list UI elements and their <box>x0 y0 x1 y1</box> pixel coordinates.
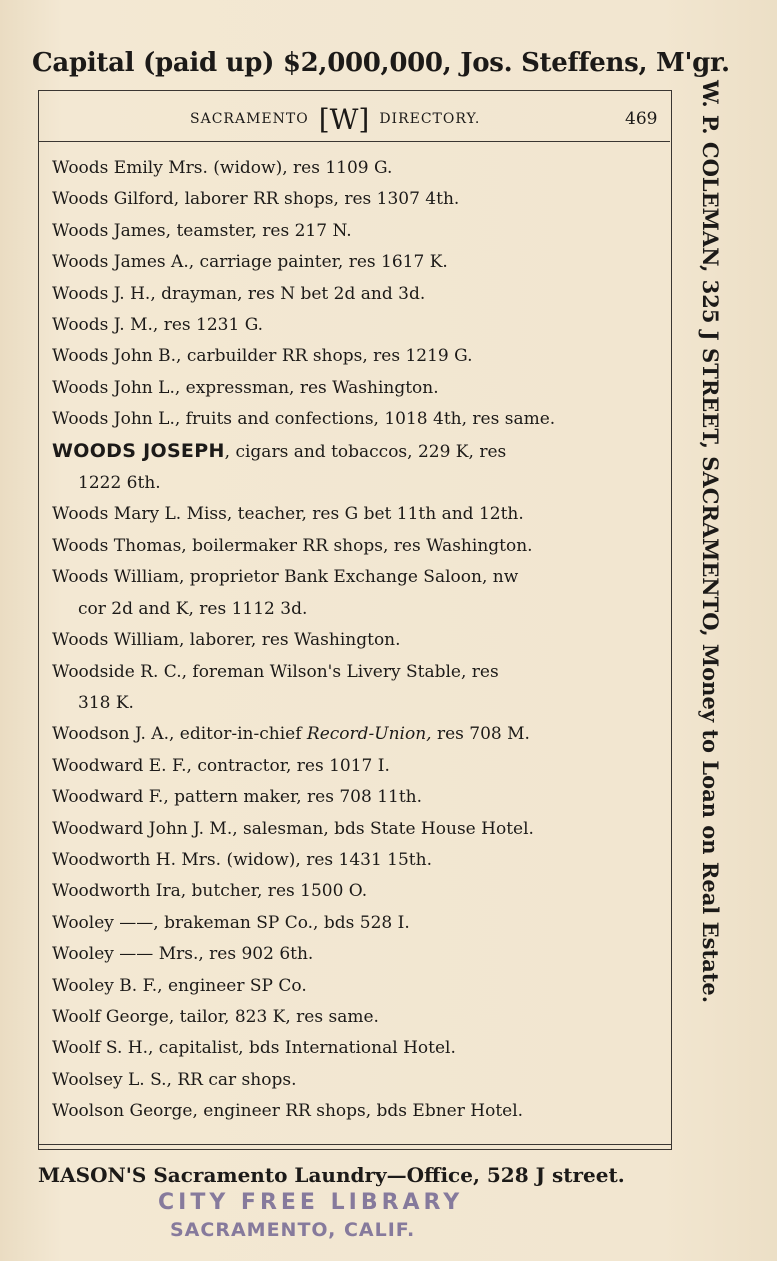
stamp-line-library: CITY FREE LIBRARY <box>158 1190 464 1215</box>
directory-entry: Woods William, proprietor Bank Exchange Saloon, nw cor 2d and K, res 1112 3d. <box>52 562 664 625</box>
frame-bottom-rule-double <box>38 1149 672 1150</box>
directory-entry: Woodworth Ira, butcher, res 1500 O. <box>52 881 368 902</box>
directory-entry: Woods J. M., res 1231 G. <box>52 315 264 336</box>
directory-entry: Woodworth H. Mrs. (widow), res 1431 15th. <box>52 849 432 870</box>
directory-entry: Woods James, teamster, res 217 N. <box>52 220 352 241</box>
directory-entry: Woods John L., fruits and confections, 1018 4th, res same. <box>52 409 556 430</box>
running-head <box>190 104 480 134</box>
directory-entry: Woodward F., pattern maker, res 708 11th. <box>52 787 423 808</box>
directory-entry: Woodson J. A., editor-in-chief Record-Union, res 708 M. <box>52 724 530 745</box>
directory-entry: Wooley —— Mrs., res 902 6th. <box>52 944 314 965</box>
bottom-advertisement-banner: MASON'S Sacramento Laundry—Office, 528 J street. <box>38 1163 625 1187</box>
library-stamp <box>150 1190 490 1241</box>
page-number: 469 <box>625 109 658 129</box>
directory-entry: Wooley ——, brakeman SP Co., bds 528 I. <box>52 912 410 933</box>
running-head-directory: DIRECTORY. <box>379 111 481 127</box>
directory-entry: Woods William, laborer, res Washington. <box>52 630 401 651</box>
entry-continuation: 1222 6th. <box>78 473 161 494</box>
directory-entry: Woods John B., carbuilder RR shops, res 1219 G. <box>52 346 473 367</box>
directory-entry-featured: WOODS JOSEPH, cigars and tobaccos, 229 K, res 1222 6th. <box>52 436 664 500</box>
newspaper-title: Record-Union, <box>306 724 432 745</box>
directory-entry: Woods Gilford, laborer RR shops, res 1307 4th. <box>52 189 460 210</box>
running-head-city: SACRAMENTO <box>190 111 309 127</box>
directory-entry: Woolf George, tailor, 823 K, res same. <box>52 1006 379 1027</box>
directory-entry: Woods Thomas, boilermaker RR shops, res Washington. <box>52 535 533 556</box>
directory-entry: Woods J. H., drayman, res N bet 2d and 3d. <box>52 283 426 304</box>
directory-entry: Woodward E. F., contractor, res 1017 I. <box>52 755 390 776</box>
entry-continuation: 318 K. <box>78 692 134 713</box>
directory-entry: Woolson George, engineer RR shops, bds Ebner Hotel. <box>52 1101 524 1122</box>
entry-continuation: cor 2d and K, res 1112 3d. <box>78 598 308 619</box>
directory-entry: Woods Mary L. Miss, teacher, res G bet 11th and 12th. <box>52 504 524 525</box>
directory-entry: Wooley B. F., engineer SP Co. <box>52 975 307 996</box>
featured-name: WOODS JOSEPH <box>52 439 225 462</box>
header-rule <box>38 141 670 142</box>
directory-entry: Woods John L., expressman, res Washington. <box>52 377 439 398</box>
running-head-letter: [W] <box>318 102 370 136</box>
directory-entries <box>52 153 664 1128</box>
frame-bottom-rule <box>38 1144 672 1145</box>
directory-entry: Woods James A., carriage painter, res 1617 K. <box>52 252 448 273</box>
directory-entry: Woodside R. C., foreman Wilson's Livery Stable, res 318 K. <box>52 657 664 720</box>
directory-entry: Woolf S. H., capitalist, bds International Hotel. <box>52 1038 456 1059</box>
stamp-line-city: SACRAMENTO, CALIF. <box>170 1219 416 1241</box>
side-advertisement-text: W. P. COLEMAN, 325 J STREET, SACRAMENTO, Money to Loan on Real Estate. <box>698 80 723 1004</box>
directory-entry: Woolsey L. S., RR car shops. <box>52 1069 297 1090</box>
top-advertisement-banner: Capital (paid up) $2,000,000, Jos. Steffens, M'gr. <box>32 48 730 78</box>
side-advertisement <box>697 80 727 1160</box>
directory-entry: Woods Emily Mrs. (widow), res 1109 G. <box>52 158 393 178</box>
directory-entry: Woodward John J. M., salesman, bds State House Hotel. <box>52 818 534 839</box>
